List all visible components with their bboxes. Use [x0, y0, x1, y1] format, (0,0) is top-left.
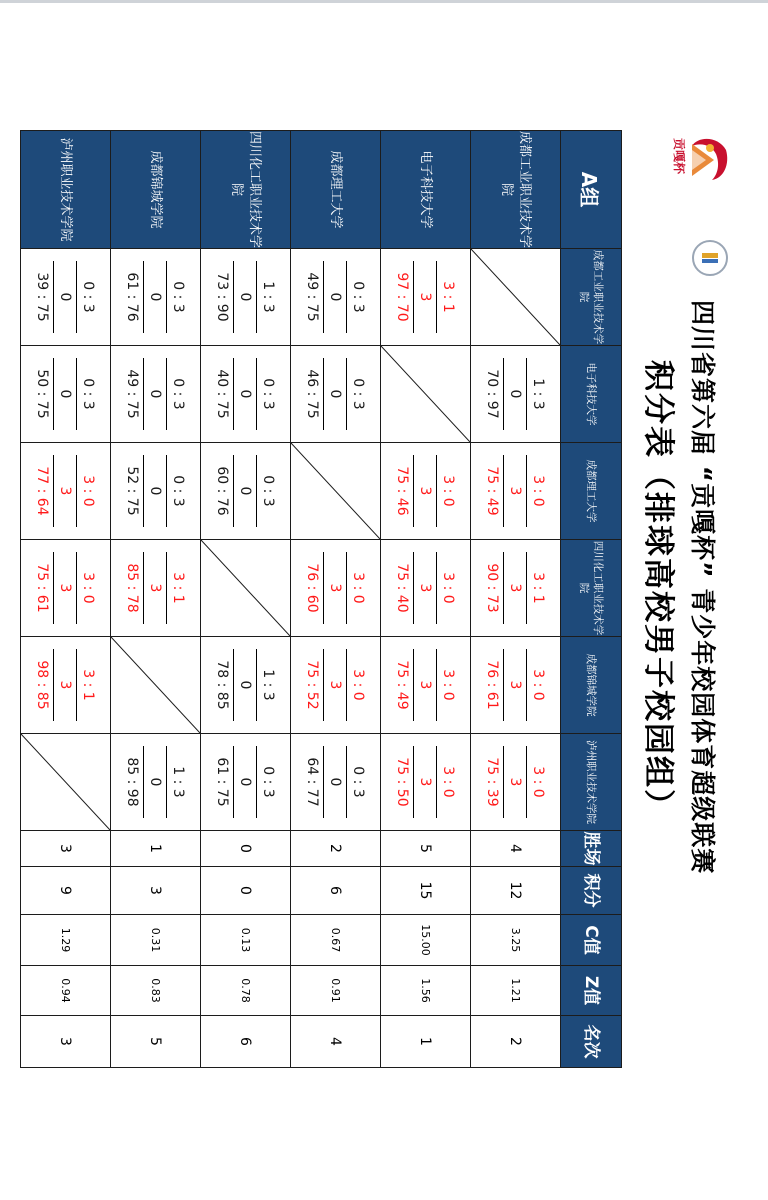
diagonal-line: [21, 734, 110, 830]
divider-line: [144, 261, 145, 333]
set-score: 1 : 3: [170, 766, 187, 798]
point-score: 40 : 75: [214, 369, 231, 419]
match-result: [34, 540, 98, 636]
wins-value: 4: [471, 831, 561, 867]
point-score: 75 : 39: [484, 757, 501, 807]
divider-line: [144, 552, 145, 624]
divider-line: [144, 746, 145, 818]
row-header-team: 泸州职业技术学院: [21, 131, 111, 249]
points-value: 9: [21, 867, 111, 915]
wins-value: 3: [21, 831, 111, 867]
divider-line: [437, 455, 438, 527]
row-header-team: 成都理工大学: [291, 131, 381, 249]
divider-line: [54, 455, 55, 527]
divider-line: [347, 358, 348, 430]
point-score: 76 : 60: [304, 563, 321, 613]
divider-line: [527, 746, 528, 818]
z-value: 1.21: [471, 966, 561, 1016]
match-points: 3: [507, 486, 524, 496]
point-score: 75 : 49: [484, 466, 501, 516]
point-score: 75 : 50: [394, 757, 411, 807]
divider-line: [504, 746, 505, 818]
z-value: 0.78: [201, 966, 291, 1016]
match-result: [304, 734, 368, 830]
set-score: 0 : 3: [260, 378, 277, 410]
point-score: 78 : 85: [214, 660, 231, 710]
match-points: 3: [327, 680, 344, 690]
row-header-team: 电子科技大学: [381, 131, 471, 249]
set-score: 0 : 3: [260, 766, 277, 798]
row-header-team: 成都锦城学院: [111, 131, 201, 249]
set-score: 3 : 0: [80, 475, 97, 507]
match-result-cell: [381, 540, 471, 637]
match-points: 3: [147, 583, 164, 593]
point-score: 39 : 75: [34, 272, 51, 322]
column-header-wins: 胜场: [561, 831, 622, 867]
match-points: 0: [147, 292, 164, 302]
divider-line: [414, 261, 415, 333]
match-result-cell: [201, 346, 291, 443]
z-value: 1.56: [381, 966, 471, 1016]
match-result: [394, 540, 458, 636]
match-result-cell: [291, 346, 381, 443]
table-row: [21, 131, 111, 1068]
divider-line: [77, 649, 78, 721]
divider-line: [437, 649, 438, 721]
set-score: 0 : 3: [350, 766, 367, 798]
match-result-cell: [471, 734, 561, 831]
diagonal-stroke: [201, 540, 290, 636]
match-result-cell: [111, 443, 201, 540]
match-points: 0: [507, 389, 524, 399]
divider-line: [347, 649, 348, 721]
set-score: 3 : 1: [80, 669, 97, 701]
column-header-team: 成都理工大学: [561, 443, 622, 540]
points-value: 15: [381, 867, 471, 915]
point-score: 46 : 75: [304, 369, 321, 419]
divider-line: [347, 261, 348, 333]
divider-line: [167, 455, 168, 527]
point-score: 60 : 76: [214, 466, 231, 516]
logo-text: 贡嘎杯: [672, 138, 686, 175]
match-result-cell: [471, 540, 561, 637]
wins-value: 2: [291, 831, 381, 867]
set-score: 0 : 3: [170, 378, 187, 410]
match-result: [124, 346, 188, 442]
point-score: 75 : 61: [34, 563, 51, 613]
c-value: 0.67: [291, 915, 381, 966]
match-result-cell: [291, 734, 381, 831]
set-score: 3 : 0: [440, 669, 457, 701]
match-result-cell: [111, 734, 201, 831]
match-points: 0: [147, 389, 164, 399]
divider-line: [54, 552, 55, 624]
match-points: 0: [327, 292, 344, 302]
match-result: [394, 734, 458, 830]
c-value: 15.00: [381, 915, 471, 966]
divider-line: [324, 261, 325, 333]
wins-value: 0: [201, 831, 291, 867]
divider-line: [257, 455, 258, 527]
point-score: 52 : 75: [124, 466, 141, 516]
match-result-cell: [381, 637, 471, 734]
divider-line: [437, 552, 438, 624]
match-points: 3: [507, 777, 524, 787]
divider-line: [144, 455, 145, 527]
table-row: [471, 131, 561, 1068]
divider-line: [167, 746, 168, 818]
c-value: 3.25: [471, 915, 561, 966]
points-value: 0: [201, 867, 291, 915]
diagonal-line: [381, 346, 470, 442]
z-value: 0.91: [291, 966, 381, 1016]
match-result: [34, 249, 98, 345]
set-score: 0 : 3: [80, 281, 97, 313]
divider-line: [504, 358, 505, 430]
match-result-cell: [111, 540, 201, 637]
match-points: 0: [147, 777, 164, 787]
rank-value: 1: [381, 1016, 471, 1068]
match-points: 3: [417, 680, 434, 690]
match-points: 0: [327, 389, 344, 399]
divider-line: [257, 649, 258, 721]
divider-line: [144, 358, 145, 430]
point-score: 75 : 49: [394, 660, 411, 710]
divider-line: [414, 552, 415, 624]
points-value: 3: [111, 867, 201, 915]
match-points: 3: [417, 583, 434, 593]
rank-value: 5: [111, 1016, 201, 1068]
diagonal-stroke: [111, 637, 200, 733]
point-score: 98 : 85: [34, 660, 51, 710]
divider-line: [77, 455, 78, 527]
match-points: 0: [237, 292, 254, 302]
match-result-cell: [471, 443, 561, 540]
match-result: [484, 540, 548, 636]
standings-table: [20, 130, 622, 1068]
divider-line: [414, 746, 415, 818]
match-result-cell: [471, 637, 561, 734]
column-header-team: 成都工业职业技术学院: [561, 249, 622, 346]
point-score: 61 : 76: [124, 272, 141, 322]
rank-value: 4: [291, 1016, 381, 1068]
group-label: A组: [561, 131, 622, 249]
divider-line: [324, 358, 325, 430]
column-header-team: 四川化工职业技术学院: [561, 540, 622, 637]
z-value: 0.94: [21, 966, 111, 1016]
match-result: [394, 249, 458, 345]
wins-value: 5: [381, 831, 471, 867]
gongga-cup-logo: [670, 120, 732, 200]
diagonal-stroke: [471, 249, 560, 345]
match-result-cell: [291, 249, 381, 346]
column-header-z-value: Z值: [561, 966, 622, 1016]
divider-line: [54, 649, 55, 721]
set-score: 3 : 1: [440, 281, 457, 313]
set-score: 0 : 3: [170, 281, 187, 313]
divider-line: [234, 455, 235, 527]
match-result-cell: [471, 346, 561, 443]
set-score: 3 : 0: [440, 475, 457, 507]
points-value: 12: [471, 867, 561, 915]
match-result-cell: [381, 734, 471, 831]
self-match-cell: [21, 734, 111, 831]
match-result-cell: [21, 443, 111, 540]
match-result: [124, 443, 188, 539]
divider-line: [527, 358, 528, 430]
match-result-cell: [21, 346, 111, 443]
c-value: 0.13: [201, 915, 291, 966]
set-score: 3 : 0: [350, 572, 367, 604]
match-result: [124, 540, 188, 636]
self-match-cell: [381, 346, 471, 443]
column-header-c-value: C值: [561, 915, 622, 966]
diagonal-stroke: [291, 443, 380, 539]
page-title: 四川省第六届 “贡嘎杯” 青少年校园体育超级联赛: [688, 300, 717, 875]
match-points: 0: [327, 777, 344, 787]
header-row: [561, 131, 622, 1068]
set-score: 0 : 3: [80, 378, 97, 410]
match-result: [304, 540, 368, 636]
point-score: 64 : 77: [304, 757, 321, 807]
row-header-team: 四川化工职业技术学院: [201, 131, 291, 249]
match-points: 0: [237, 680, 254, 690]
divider-line: [504, 649, 505, 721]
match-points: 3: [327, 583, 344, 593]
match-result: [304, 637, 368, 733]
column-header-points: 积分: [561, 867, 622, 915]
match-result-cell: [201, 443, 291, 540]
column-header-team: 电子科技大学: [561, 346, 622, 443]
match-result-cell: [291, 637, 381, 734]
match-result-cell: [381, 249, 471, 346]
point-score: 90 : 73: [484, 563, 501, 613]
divider-line: [414, 649, 415, 721]
divider-line: [257, 746, 258, 818]
match-result: [214, 734, 278, 830]
self-match-cell: [471, 249, 561, 346]
set-score: 3 : 1: [530, 572, 547, 604]
divider-line: [257, 358, 258, 430]
match-result: [214, 637, 278, 733]
divider-line: [234, 261, 235, 333]
match-result: [484, 346, 548, 442]
divider-line: [167, 261, 168, 333]
point-score: 70 : 97: [484, 369, 501, 419]
match-result-cell: [201, 249, 291, 346]
match-result: [394, 443, 458, 539]
points-value: 6: [291, 867, 381, 915]
match-result-cell: [21, 540, 111, 637]
match-points: 3: [417, 292, 434, 302]
diagonal-stroke: [21, 734, 110, 830]
divider-line: [257, 261, 258, 333]
row-header-team: 成都工业职业技术学院: [471, 131, 561, 249]
divider-line: [437, 261, 438, 333]
diagonal-stroke: [381, 346, 470, 442]
match-result-cell: [111, 249, 201, 346]
column-header-team: 泸州职业技术学院: [561, 734, 622, 831]
point-score: 85 : 98: [124, 757, 141, 807]
point-score: 77 : 64: [34, 466, 51, 516]
match-result: [34, 637, 98, 733]
set-score: 3 : 1: [170, 572, 187, 604]
match-points: 3: [57, 583, 74, 593]
match-result-cell: [201, 637, 291, 734]
university-emblem-icon: [692, 240, 728, 276]
match-result-cell: [381, 443, 471, 540]
divider-line: [167, 358, 168, 430]
set-score: 1 : 3: [260, 281, 277, 313]
match-result: [124, 249, 188, 345]
set-score: 0 : 3: [260, 475, 277, 507]
match-result-cell: [21, 637, 111, 734]
self-match-cell: [111, 637, 201, 734]
diagonal-line: [471, 249, 560, 345]
c-value: 1.29: [21, 915, 111, 966]
divider-line: [234, 358, 235, 430]
match-points: 3: [417, 777, 434, 787]
point-score: 61 : 75: [214, 757, 231, 807]
divider-line: [414, 455, 415, 527]
match-points: 0: [57, 389, 74, 399]
divider-line: [347, 552, 348, 624]
table-row: [381, 131, 471, 1068]
divider-line: [234, 649, 235, 721]
point-score: 76 : 61: [484, 660, 501, 710]
divider-line: [77, 358, 78, 430]
diagonal-line: [201, 540, 290, 636]
divider-line: [234, 746, 235, 818]
match-points: 0: [57, 292, 74, 302]
match-result: [214, 249, 278, 345]
rank-value: 3: [21, 1016, 111, 1068]
match-points: 0: [237, 777, 254, 787]
point-score: 50 : 75: [34, 369, 51, 419]
match-result: [484, 443, 548, 539]
match-result: [304, 249, 368, 345]
wins-value: 1: [111, 831, 201, 867]
self-match-cell: [291, 443, 381, 540]
match-result: [484, 637, 548, 733]
point-score: 73 : 90: [214, 272, 231, 322]
point-score: 75 : 46: [394, 466, 411, 516]
set-score: 3 : 0: [530, 475, 547, 507]
match-result: [34, 346, 98, 442]
match-points: 3: [507, 680, 524, 690]
set-score: 3 : 0: [440, 572, 457, 604]
divider-line: [437, 746, 438, 818]
divider-line: [54, 261, 55, 333]
diagonal-line: [291, 443, 380, 539]
diagonal-line: [111, 637, 200, 733]
set-score: 3 : 0: [440, 766, 457, 798]
self-match-cell: [201, 540, 291, 637]
divider-line: [77, 261, 78, 333]
table-row: [291, 131, 381, 1068]
set-score: 0 : 3: [350, 378, 367, 410]
match-result: [214, 443, 278, 539]
match-result: [484, 734, 548, 830]
match-result-cell: [21, 249, 111, 346]
divider-line: [77, 552, 78, 624]
match-points: 3: [507, 583, 524, 593]
match-result-cell: [291, 540, 381, 637]
table-row: [201, 131, 291, 1068]
divider-line: [324, 552, 325, 624]
divider-line: [504, 552, 505, 624]
point-score: 49 : 75: [304, 272, 321, 322]
divider-line: [527, 455, 528, 527]
match-points: 3: [57, 680, 74, 690]
rank-value: 2: [471, 1016, 561, 1068]
column-header-rank: 名次: [561, 1016, 622, 1068]
z-value: 0.83: [111, 966, 201, 1016]
divider-line: [324, 649, 325, 721]
table-row: [111, 131, 201, 1068]
point-score: 75 : 52: [304, 660, 321, 710]
set-score: 3 : 0: [80, 572, 97, 604]
match-points: 0: [237, 486, 254, 496]
match-result-cell: [111, 346, 201, 443]
page-subtitle: 积分表（排球高校男子校园组）: [640, 360, 676, 822]
set-score: 1 : 3: [530, 378, 547, 410]
set-score: 0 : 3: [350, 281, 367, 313]
match-points: 0: [237, 389, 254, 399]
match-result: [124, 734, 188, 830]
match-result: [214, 346, 278, 442]
divider-line: [324, 746, 325, 818]
divider-line: [527, 649, 528, 721]
column-header-team: 成都锦城学院: [561, 637, 622, 734]
match-points: 3: [417, 486, 434, 496]
set-score: 3 : 0: [350, 669, 367, 701]
set-score: 3 : 0: [530, 669, 547, 701]
point-score: 75 : 40: [394, 563, 411, 613]
match-result: [394, 637, 458, 733]
divider-line: [347, 746, 348, 818]
match-points: 3: [57, 486, 74, 496]
match-result: [34, 443, 98, 539]
set-score: 0 : 3: [170, 475, 187, 507]
point-score: 85 : 78: [124, 563, 141, 613]
match-result-cell: [201, 734, 291, 831]
point-score: 49 : 75: [124, 369, 141, 419]
rank-value: 6: [201, 1016, 291, 1068]
c-value: 0.31: [111, 915, 201, 966]
table-body: [21, 131, 561, 1068]
divider-line: [167, 552, 168, 624]
divider-line: [527, 552, 528, 624]
divider-line: [504, 455, 505, 527]
point-score: 97 : 70: [394, 272, 411, 322]
set-score: 1 : 3: [260, 669, 277, 701]
match-points: 0: [147, 486, 164, 496]
set-score: 3 : 0: [530, 766, 547, 798]
divider-line: [54, 358, 55, 430]
match-result: [304, 346, 368, 442]
